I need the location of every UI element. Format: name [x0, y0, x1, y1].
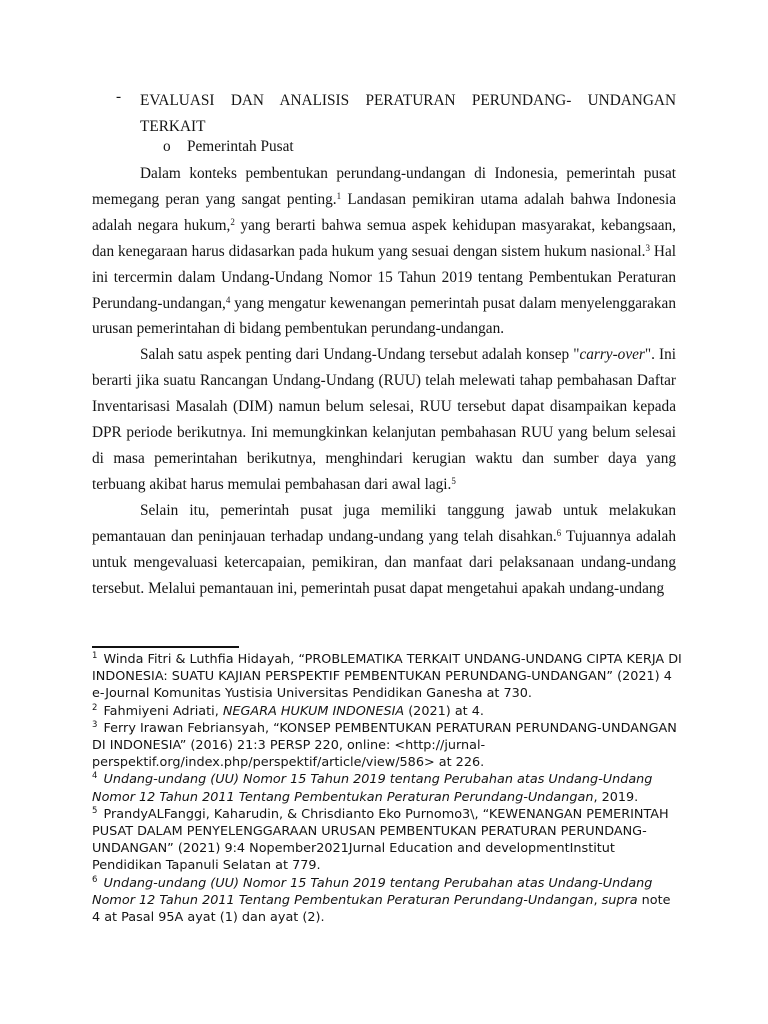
heading-dash: -: [116, 88, 122, 105]
subheading: [163, 137, 294, 157]
paragraph-text: Selain itu, pemerintah pusat juga memiliki tanggung jawab untuk melakukan pemantauan dan peninjauan terhadap undang-undang yang telah disahkan.: [92, 501, 676, 545]
footnote-text: note 4 at Pasal 95A ayat (1) dan ayat (2).: [92, 892, 671, 926]
footnote-ref[interactable]: 4: [225, 294, 231, 305]
paragraph-text: Salah satu aspek penting dari Undang-Undang tersebut adalah konsep ": [140, 346, 580, 364]
footnote-text: , 2019.: [593, 789, 639, 805]
subheading-bullet: o: [163, 138, 171, 155]
heading-line-2: TERKAIT: [140, 118, 206, 135]
footnote-5: [92, 806, 682, 875]
footnotes: [92, 651, 682, 926]
italic-term: carry-over: [579, 346, 645, 364]
footnote-4: [92, 771, 682, 805]
footnote-number: 1: [92, 651, 98, 661]
subheading-text: Pemerintah Pusat: [187, 138, 294, 155]
footnote-separator: [92, 646, 239, 648]
footnote-ref[interactable]: 5: [451, 475, 456, 486]
footnote-text: Ferry Irawan Febriansyah, “KONSEP PEMBENTUKAN PERATURAN PERUNDANG-UNDANGAN DI INDONESIA” (2016) 21:3 PERSP 220, online: <http://jurnal-perspektif.org/index.php/perspektif/article/view/586> at 226.: [92, 720, 677, 771]
paragraph-text: yang mengatur kewenangan pemerintah pusat dalam menyelenggarakan urusan pemerintahan di bidang pembentukan perundang-undangan.: [92, 294, 676, 338]
footnote-italic: NEGARA HUKUM INDONESIA: [222, 703, 405, 719]
heading-line-1: EVALUASI DAN ANALISIS PERATURAN PERUNDANG- UNDANGAN: [140, 92, 676, 109]
footnote-2: [92, 703, 682, 720]
paragraph-1: [92, 161, 676, 342]
footnote-3: [92, 720, 682, 772]
footnote-1: [92, 651, 682, 703]
paragraph-text: Dalam konteks pembentukan perundang-undangan di Indonesia, pemerintah pusat memegang peran yang sangat penting.: [92, 165, 676, 208]
body-paragraphs: [92, 161, 676, 601]
paragraph-text: ". Ini berarti jika suatu Rancangan Undang-Undang (RUU) telah melewati tahap pembahasan Daftar Inventarisasi Masalah (DIM) namun belum selesai, RUU tersebut dapat disampaikan kepada DPR periode berikutnya. Ini memungkinkan kelanjutan pembahasan RUU yang belum selesai di masa pemerintahan berikutnya, menghindari kerugian waktu dan sumber daya yang terbuang akibat harus memulai pembahasan dari awal lagi.: [92, 346, 676, 493]
footnote-text: Fahmiyeni Adriati,: [99, 703, 223, 719]
footnote-number: 5: [92, 805, 98, 816]
footnote-6: [92, 875, 682, 927]
footnote-number: 6: [92, 874, 98, 885]
footnote-text: (2021) at 4.: [404, 703, 484, 719]
paragraph-3: [92, 498, 676, 602]
footnote-number: 4: [92, 771, 98, 782]
footnote-ref[interactable]: 1: [336, 190, 342, 201]
footnote-italic: supra: [601, 892, 638, 908]
paragraph-text: Tujuannya adalah untuk mengevaluasi ketercapaian, pemikiran, dan manfaat dari pelaksanaan undang-undang tersebut. Melalui pemantauan ini, pemerintah pusat dapat mengetahui apakah undang-undang: [92, 527, 676, 597]
paragraph-text: Hal ini tercermin dalam Undang-Undang Nomor 15 Tahun 2019 tentang Pembentukan Peraturan Perundang-undangan,: [92, 242, 676, 312]
footnote-italic: Undang-undang (UU) Nomor 15 Tahun 2019 tentang Perubahan atas Undang-Undang Nomor 12 Tahun 2011 Tentang Pembentukan Peraturan Perundang-Undangan: [92, 875, 653, 908]
footnote-text: Winda Fitri & Luthfia Hidayah, “PROBLEMATIKA TERKAIT UNDANG-UNDANG CIPTA KERJA DI INDONESIA: SUATU KAJIAN PERSPEKTIF PEMBENTUKAN PERUNDANG-UNDANGAN” (2021) 4 e-Journal Komunitas Yustisia Universitas Pendidikan Ganesha at 730.: [92, 652, 682, 702]
paragraph-2: [92, 342, 676, 497]
footnote-text: ,: [593, 892, 602, 908]
paragraph-text: yang berarti bahwa semua aspek kehidupan masyarakat, kebangsaan, dan kenegaraan harus didasarkan pada hukum yang sesuai dengan sistem hukum nasional.: [92, 216, 676, 260]
footnote-number: 3: [92, 719, 98, 730]
footnote-ref[interactable]: 3: [645, 242, 650, 253]
footnote-text: PrandyALFanggi, Kaharudin, & Chrisdianto Eko Purnomo3\, “KEWENANGAN PEMERINTAH PUSAT DALAM PENYELENGGARAAN URUSAN PEMBENTUKAN PERATURAN PERUNDANG-UNDANGAN” (2021) 9:4 Nopember2021Jurnal Education and developmentInstitut Pendidikan Tapanuli Selatan at 779.: [92, 806, 669, 874]
footnote-italic: Undang-undang (UU) Nomor 15 Tahun 2019 tentang Perubahan atas Undang-Undang Nomor 12 Tahun 2011 Tentang Pembentukan Peraturan Perundang-Undangan: [92, 772, 653, 805]
footnote-ref[interactable]: 2: [230, 216, 235, 227]
footnote-number: 2: [92, 702, 98, 713]
footnote-ref[interactable]: 6: [556, 527, 562, 538]
paragraph-text: Landasan pemikiran utama adalah bahwa Indonesia adalah negara hukum,: [92, 190, 676, 234]
